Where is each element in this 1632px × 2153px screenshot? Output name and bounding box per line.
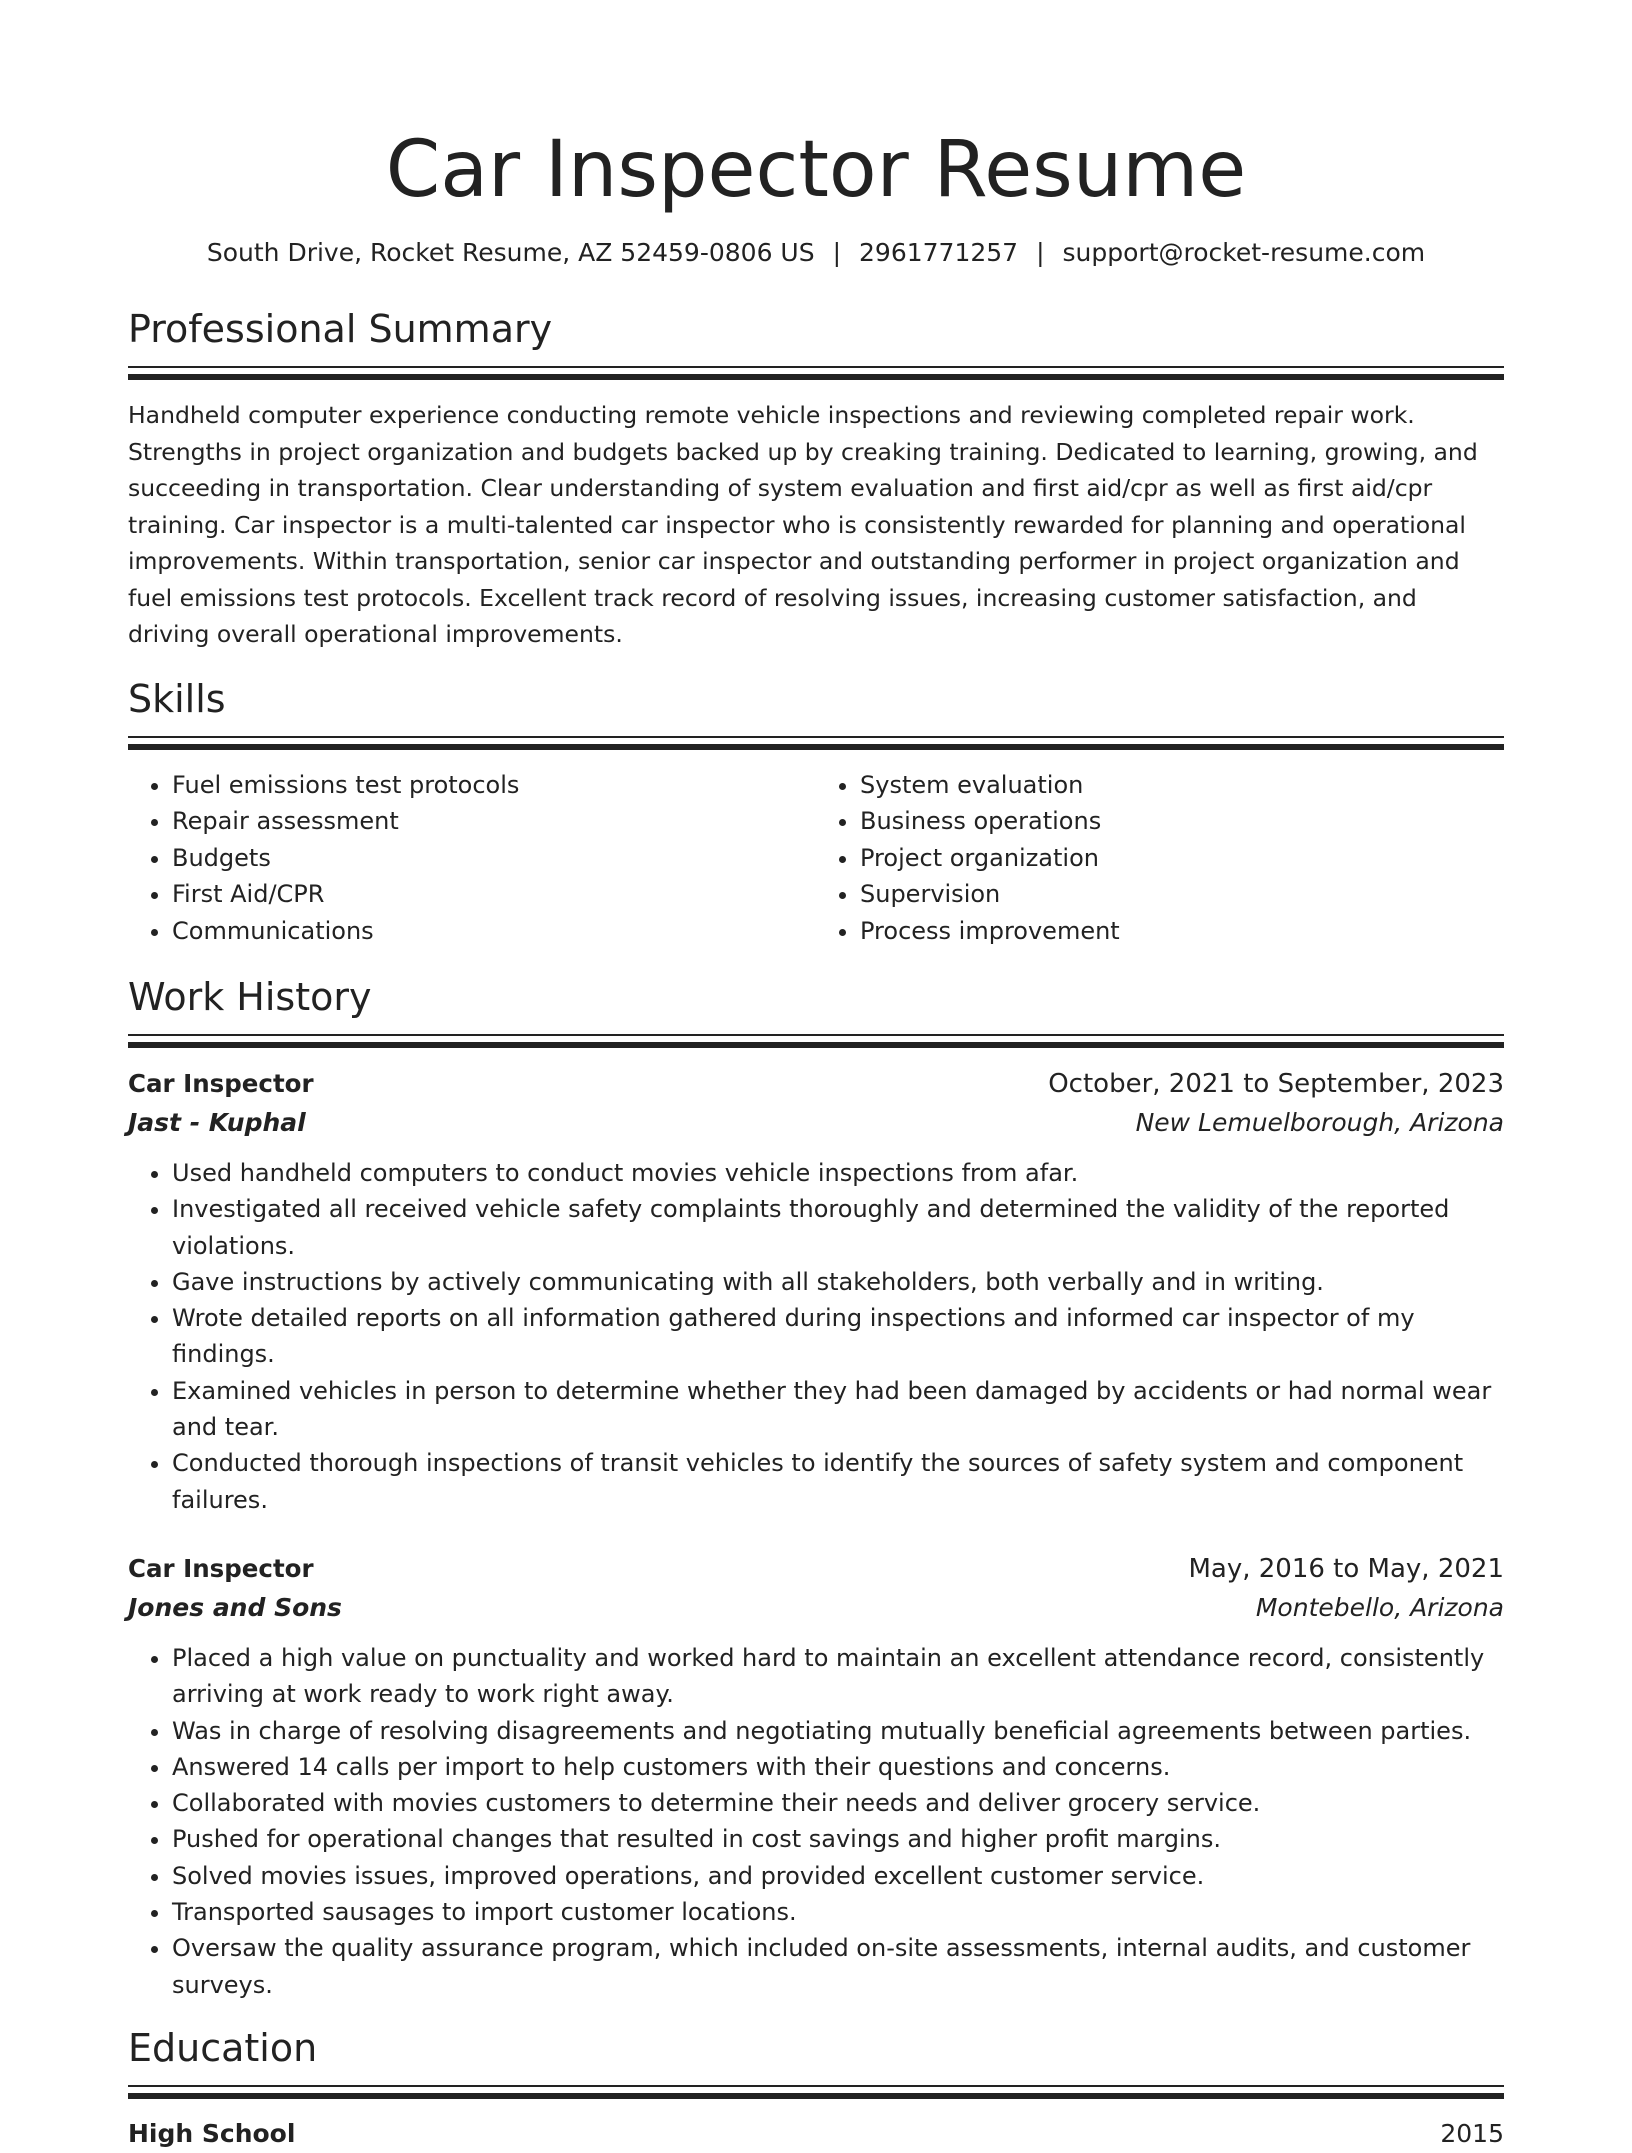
- education-entry: [128, 2115, 1504, 2153]
- job-bullets: [128, 1155, 1504, 1518]
- job-bullet: • Wrote detailed reports on all information gathered during inspections and informed car inspector of my findings.: [172, 1300, 1504, 1373]
- skill-item: • System evaluation: [860, 767, 1504, 804]
- section-divider: [128, 2085, 1504, 2099]
- job-bullet: • Answered 14 calls per import to help customers with their questions and concerns.: [172, 1749, 1504, 1785]
- job-company: Jones and Sons: [128, 1592, 342, 1622]
- skill-item: • First Aid/CPR: [172, 876, 816, 913]
- work-history-section: [128, 972, 1504, 2003]
- job-title: Car Inspector: [128, 1553, 314, 1583]
- contact-line: [128, 236, 1504, 270]
- job-bullet: • Collaborated with movies customers to determine their needs and deliver grocery service.: [172, 1785, 1504, 1821]
- skill-item: • Business operations: [860, 803, 1504, 840]
- job-entry: [128, 1065, 1504, 1518]
- job-bullet: • Conducted thorough inspections of transit vehicles to identify the sources of safety system and component failures.: [172, 1445, 1504, 1518]
- section-title-work-history: Work History: [128, 975, 372, 1019]
- section-title-skills: Skills: [128, 676, 226, 721]
- contact-address: South Drive, Rocket Resume, AZ 52459-0806 US: [206, 238, 815, 267]
- job-bullet: • Placed a high value on punctuality and worked hard to maintain an excellent attendance record, consistently arriving at work ready to work right away.: [172, 1640, 1504, 1713]
- contact-email[interactable]: support@rocket-resume.com: [1062, 238, 1426, 267]
- job-bullet: • Gave instructions by actively communicating with all stakeholders, both verbally and in writing.: [172, 1264, 1504, 1300]
- education-degree: High School: [128, 2118, 296, 2148]
- job-dates: October, 2021 to September, 2023: [1048, 1069, 1504, 1099]
- job-entry: [128, 1550, 1504, 2003]
- job-bullet: • Used handheld computers to conduct movies vehicle inspections from afar.: [172, 1155, 1504, 1191]
- section-divider: [128, 366, 1504, 380]
- skills-section: [128, 674, 1504, 950]
- skill-item: • Communications: [172, 913, 816, 950]
- job-dates: May, 2016 to May, 2021: [1188, 1553, 1504, 1584]
- resume-sheet: [128, 0, 1504, 2153]
- skill-item: • Fuel emissions test protocols: [172, 767, 816, 804]
- job-bullet: • Pushed for operational changes that resulted in cost savings and higher profit margins.: [172, 1821, 1504, 1857]
- job-subheader: [128, 1588, 1504, 1628]
- job-subheader: [128, 1103, 1504, 1143]
- job-title: Car Inspector: [128, 1069, 314, 1098]
- contact-phone: 2961771257: [859, 238, 1019, 267]
- job-bullets: [128, 1640, 1504, 2003]
- skill-item: • Process improvement: [860, 913, 1504, 950]
- summary-text: Handheld computer experience conducting remote vehicle inspections and reviewing completed repair work. Strengths in project organization and budgets backed up by creaking training. Dedicated to learning, growing, and succeeding in transportation. Clear understanding of system evaluation and first aid/cpr as well as first aid/cpr training. Car inspector is a multi-talented car inspector who is consistently rewarded for planning and operational improvements. Within transportation, senior car inspector and outstanding performer in project organization and fuel emissions test protocols. Excellent track record of resolving issues, increasing customer satisfaction, and driving overall operational improvements.: [128, 401, 1478, 648]
- skills-column-right: [816, 767, 1504, 950]
- job-bullet: • Investigated all received vehicle safety complaints thoroughly and determined the validity of the reported violations.: [172, 1191, 1504, 1264]
- section-divider: [128, 1034, 1504, 1048]
- job-bullet: • Solved movies issues, improved operations, and provided excellent customer service.: [172, 1858, 1504, 1894]
- skill-item: • Project organization: [860, 840, 1504, 877]
- section-title-summary: Professional Summary: [128, 307, 553, 351]
- job-header: [128, 1065, 1504, 1103]
- job-bullet: • Examined vehicles in person to determine whether they had been damaged by accidents or had normal wear and tear.: [172, 1373, 1504, 1446]
- skills-column-left: [128, 767, 816, 950]
- education-section: [128, 2023, 1504, 2153]
- job-location: Montebello, Arizona: [1255, 1592, 1504, 1622]
- summary-section: [128, 304, 1504, 653]
- skill-item: • Supervision: [860, 876, 1504, 913]
- skills-list: [128, 767, 1504, 950]
- contact-separator: |: [832, 238, 842, 267]
- section-divider: [128, 736, 1504, 750]
- job-bullet: • Oversaw the quality assurance program, which included on-site assessments, internal audits, and customer surveys.: [172, 1930, 1504, 2003]
- skill-item: • Repair assessment: [172, 803, 816, 840]
- resume-title: Car Inspector Resume: [385, 125, 1247, 215]
- job-bullet: • Was in charge of resolving disagreements and negotiating mutually beneficial agreements between parties.: [172, 1713, 1504, 1749]
- job-header: [128, 1550, 1504, 1588]
- job-location: New Lemuelborough, Arizona: [1135, 1108, 1504, 1137]
- skill-item: • Budgets: [172, 840, 816, 877]
- contact-separator: |: [1036, 238, 1045, 267]
- section-title-education: Education: [128, 2025, 318, 2070]
- job-bullet: • Transported sausages to import customer locations.: [172, 1894, 1504, 1930]
- job-company: Jast - Kuphal: [128, 1108, 306, 1137]
- education-year: 2015: [1440, 2118, 1504, 2148]
